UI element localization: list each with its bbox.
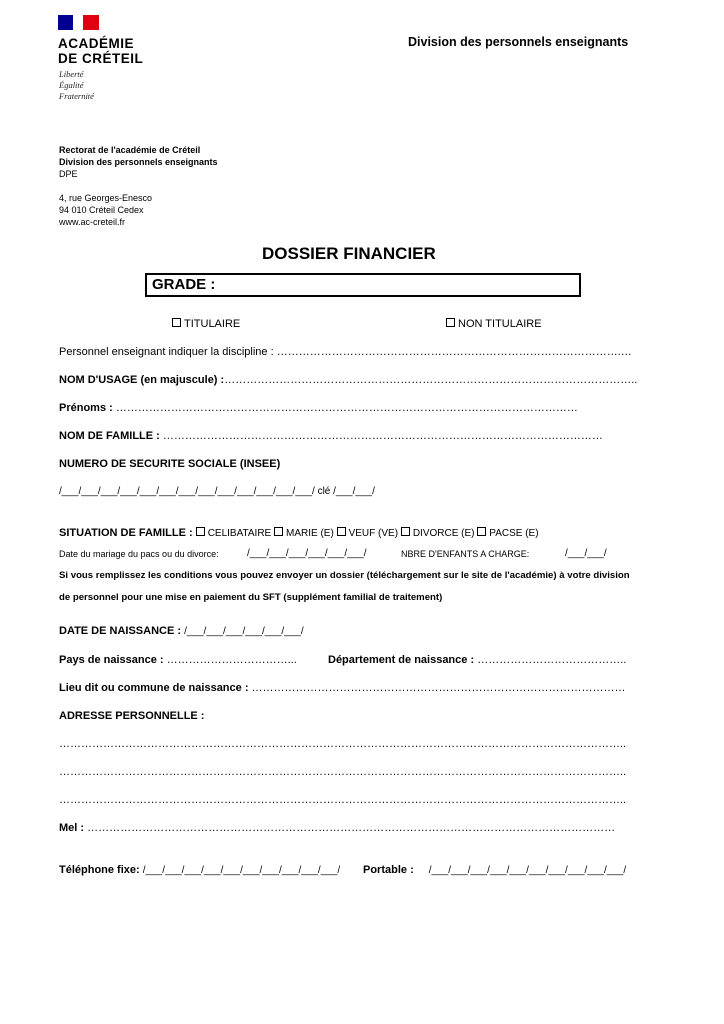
address-rectorat: Rectorat de l'académie de Créteil xyxy=(59,145,201,155)
sft-note-line1: Si vous remplissez les conditions vous pouvez envoyer un dossier (téléchargement sur le site de l'académie) à votre division xyxy=(59,570,630,581)
prenoms-row[interactable] xyxy=(59,402,578,414)
pays-naissance-dots[interactable]: ……………………………... xyxy=(166,654,297,666)
pacse-checkbox[interactable] xyxy=(477,527,486,536)
portable-boxes[interactable]: /___/___/___/___/___/___/___/___/___/___/ xyxy=(428,865,627,876)
portable-row[interactable] xyxy=(363,864,626,876)
titulaire-label: TITULAIRE xyxy=(184,318,241,330)
non-titulaire-checkbox[interactable] xyxy=(446,318,455,327)
division-heading: Division des personnels enseignants xyxy=(408,35,629,49)
adresse-line-3[interactable]: ……………………………………………………………………………………………………………………………………….. xyxy=(59,794,627,806)
portable-label: Portable : xyxy=(363,864,414,876)
secu-row[interactable] xyxy=(59,486,375,497)
address-street: 4, rue Georges-Enesco xyxy=(59,193,153,203)
pays-naissance-label: Pays de naissance : xyxy=(59,654,164,666)
departement-naissance-dots[interactable]: ………………………………….. xyxy=(477,654,627,666)
secu-label: NUMERO DE SECURITE SOCIALE (INSEE) xyxy=(59,458,281,470)
marie-label: MARIE (E) xyxy=(286,528,334,539)
pacse-label: PACSE (E) xyxy=(489,528,539,539)
situation-row xyxy=(59,527,539,539)
veuf-checkbox[interactable] xyxy=(337,527,346,536)
celibataire-checkbox[interactable] xyxy=(196,527,205,536)
situation-label: SITUATION DE FAMILLE : xyxy=(59,527,193,539)
marie-checkbox[interactable] xyxy=(274,527,283,536)
divorce-checkbox[interactable] xyxy=(401,527,410,536)
lieu-naissance-dots[interactable]: ………………………………………………………………………………………… xyxy=(251,682,626,694)
address-website: www.ac-creteil.fr xyxy=(59,217,126,227)
departement-naissance-row[interactable] xyxy=(328,654,626,666)
titulaire-checkbox[interactable] xyxy=(172,318,181,327)
mel-row[interactable] xyxy=(59,822,663,834)
lieu-naissance-label: Lieu dit ou commune de naissance : xyxy=(59,682,249,694)
celibataire-label: CELIBATAIRE xyxy=(207,528,272,539)
non-titulaire-option[interactable] xyxy=(446,318,542,330)
nom-famille-row[interactable] xyxy=(59,430,603,442)
sft-note-line2: de personnel pour une mise en paiement du SFT (supplément familial de traitement) xyxy=(59,592,443,603)
grade-label: GRADE : xyxy=(152,276,216,293)
telephone-fixe-row[interactable] xyxy=(59,864,340,876)
mel-dots[interactable]: ……………………………………………………………………………………………………………………………… xyxy=(87,822,616,834)
date-naissance-boxes[interactable]: /___/___/___/___/___/___/ xyxy=(184,626,304,637)
cle-label: clé xyxy=(317,486,331,497)
pays-naissance-row[interactable] xyxy=(59,654,297,666)
marianne-flag-logo xyxy=(58,15,99,30)
academy-name-line1: ACADÉMIE xyxy=(58,36,135,51)
lieu-naissance-row[interactable] xyxy=(59,682,626,694)
divorce-label: DIVORCE (E) xyxy=(412,528,475,539)
nom-famille-dots[interactable]: ………………………………………………………………………………………………………… xyxy=(162,430,603,442)
adresse-label: ADRESSE PERSONNELLE : xyxy=(59,710,205,722)
nom-famille-label: NOM DE FAMILLE : xyxy=(59,430,160,442)
form-title: DOSSIER FINANCIER xyxy=(262,244,436,263)
motto-fraternite: Fraternité xyxy=(59,91,94,101)
telephone-fixe-boxes[interactable]: /___/___/___/___/___/___/___/___/___/___/ xyxy=(142,865,341,876)
address-dpe: DPE xyxy=(59,169,78,179)
nbre-enfants-boxes[interactable]: /___/___/ xyxy=(565,548,607,559)
prenoms-dots[interactable]: ……………………………………………………………………………………………………………… xyxy=(115,402,578,414)
address-division: Division des personnels enseignants xyxy=(59,157,218,167)
telephone-fixe-label: Téléphone fixe: xyxy=(59,864,140,876)
secu-boxes[interactable]: /___/___/___/___/___/___/___/___/___/___/___/___/___/ xyxy=(59,486,315,497)
date-naissance-label: DATE DE NAISSANCE : xyxy=(59,625,182,637)
departement-naissance-label: Département de naissance : xyxy=(328,654,475,666)
address-city: 94 010 Créteil Cedex xyxy=(59,205,144,215)
adresse-line-2[interactable]: ……………………………………………………………………………………………………………………………………….. xyxy=(59,766,627,778)
academy-name-line2: DE CRÉTEIL xyxy=(58,51,144,66)
adresse-line-1[interactable]: ……………………………………………………………………………………………………………………………………….. xyxy=(59,738,627,750)
nbre-enfants-label: NBRE D'ENFANTS A CHARGE: xyxy=(401,549,530,559)
prenoms-label: Prénoms : xyxy=(59,402,113,414)
grade-field[interactable] xyxy=(145,273,581,297)
nom-usage-label: NOM D'USAGE (en majuscule) : xyxy=(59,374,225,386)
non-titulaire-label: NON TITULAIRE xyxy=(458,318,542,330)
motto-liberte: Liberté xyxy=(59,69,84,79)
motto-egalite: Égalité xyxy=(59,80,84,90)
mel-label: Mel : xyxy=(59,822,85,834)
nom-usage-row[interactable] xyxy=(59,374,637,386)
discipline-field[interactable]: Personnel enseignant indiquer la discipline : ………………………………………………………………………………….… xyxy=(59,346,632,358)
date-mariage-label: Date du mariage du pacs ou du divorce: xyxy=(59,549,219,559)
titulaire-option[interactable] xyxy=(172,318,240,330)
date-mariage-boxes[interactable]: /___/___/___/___/___/___/ xyxy=(247,548,367,559)
nom-usage-dots[interactable]: ………………………………………………………………………………………………….. xyxy=(224,374,638,386)
veuf-label: VEUF (VE) xyxy=(348,528,399,539)
cle-boxes[interactable]: /___/___/ xyxy=(333,486,375,497)
date-naissance-row[interactable] xyxy=(59,625,304,637)
